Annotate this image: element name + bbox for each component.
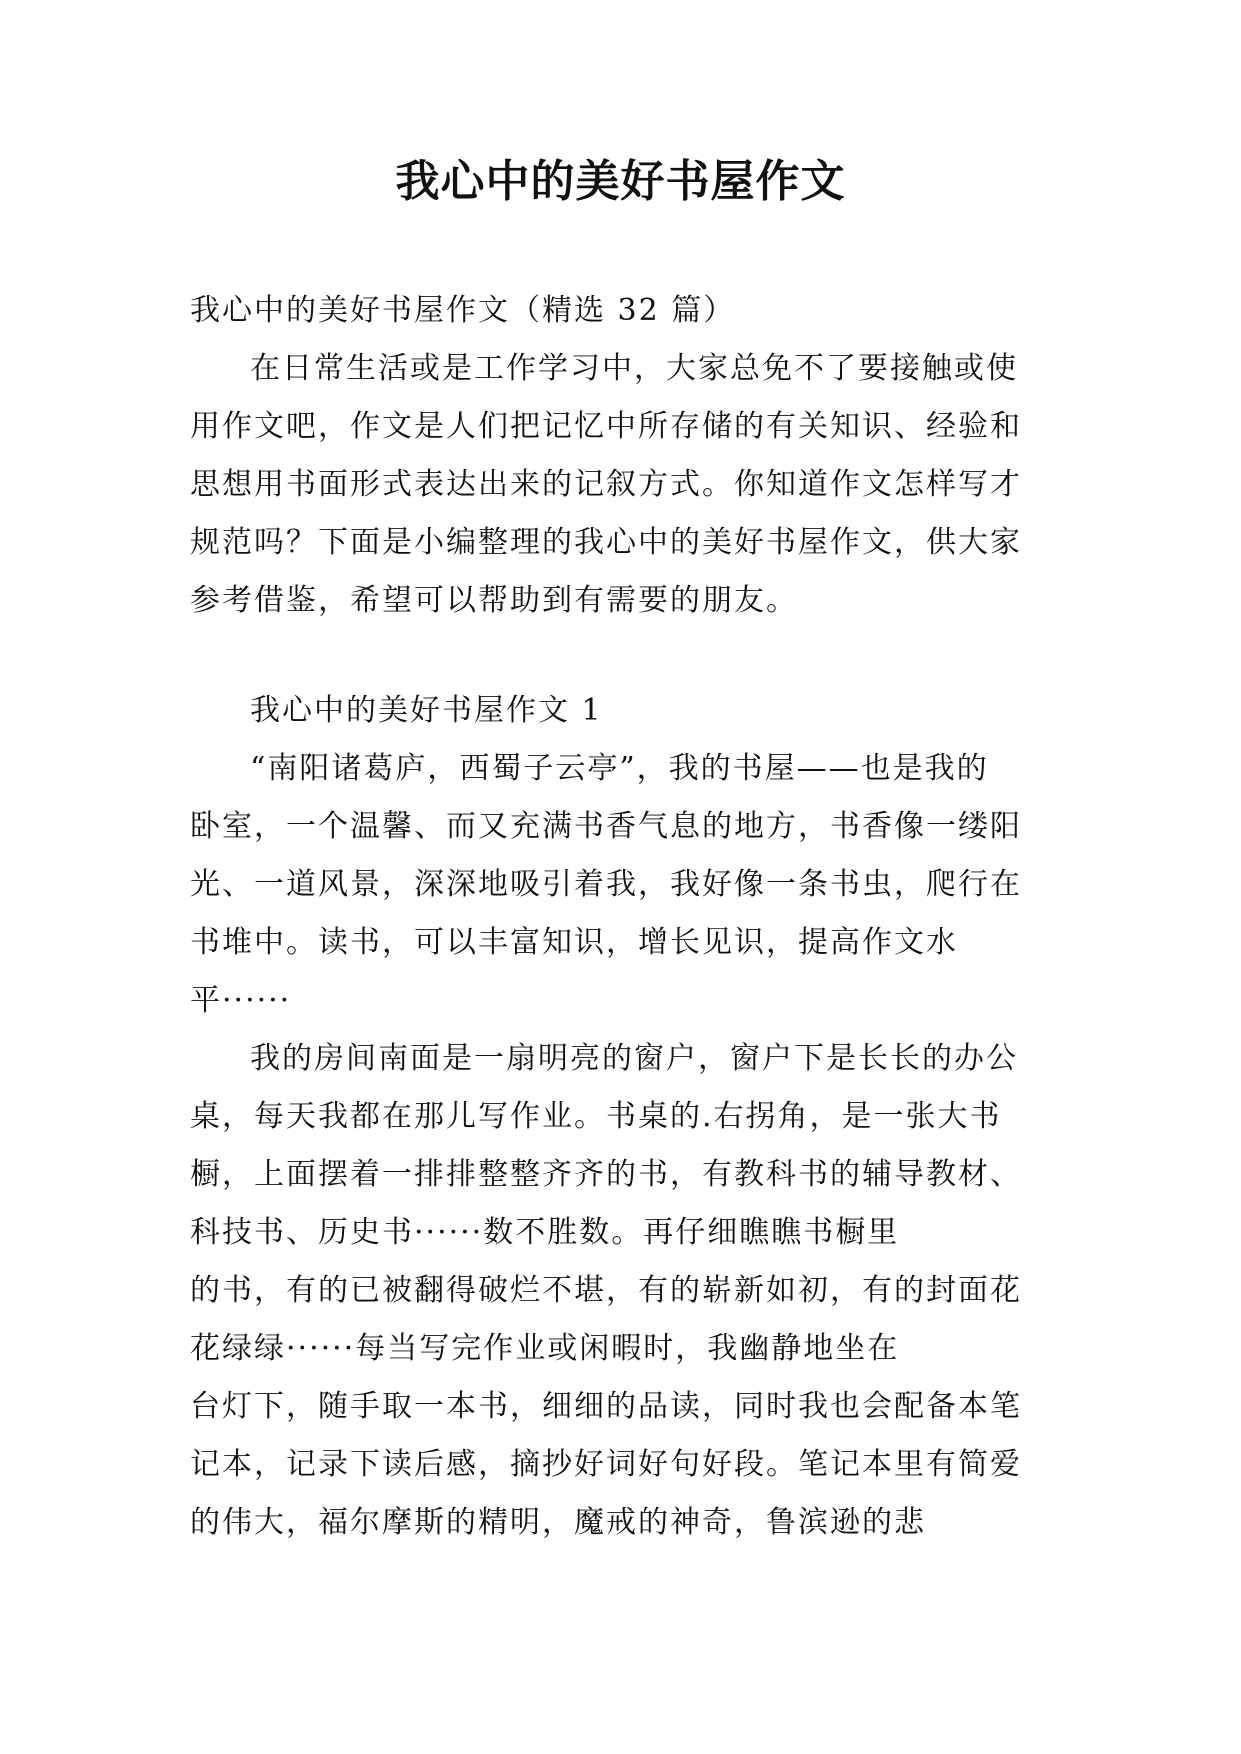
paragraph-line: 书堆中。读书，可以丰富知识，增长见识，提高作文水 bbox=[190, 925, 958, 960]
document-subtitle: 我心中的美好书屋作文（精选 32 篇） bbox=[190, 293, 736, 328]
paragraph-line: 的书，有的已被翻得破烂不堪，有的崭新如初，有的封面花 bbox=[190, 1273, 1022, 1308]
essay-heading: 我心中的美好书屋作文 1 bbox=[250, 693, 603, 728]
paragraph-line: 的伟大，福尔摩斯的精明，魔戒的神奇，鲁滨逊的悲 bbox=[190, 1505, 926, 1540]
paragraph-line: 光、一道风景，深深地吸引着我，我好像一条书虫，爬行在 bbox=[190, 867, 1022, 902]
paragraph-line: 台灯下，随手取一本书，细细的品读，同时我也会配备本笔 bbox=[190, 1389, 1022, 1424]
paragraph-line: 科技书、历史书······数不胜数。再仔细瞧瞧书橱里 bbox=[190, 1215, 900, 1250]
paragraph-line: 平······ bbox=[190, 983, 292, 1018]
paragraph-line: 卧室，一个温馨、而又充满书香气息的地方，书香像一缕阳 bbox=[190, 809, 1022, 844]
section-spacer bbox=[190, 630, 1050, 682]
paragraph-line: 我的房间南面是一扇明亮的窗户，窗户下是长长的办公 bbox=[250, 1041, 1018, 1076]
paragraph-line: 桌，每天我都在那儿写作业。书桌的.右拐角，是一张大书 bbox=[190, 1099, 1002, 1134]
document-title: 我心中的美好书屋作文 bbox=[395, 156, 846, 207]
paragraph-line: 橱，上面摆着一排排整整齐齐的书，有教科书的辅导教材、 bbox=[190, 1157, 1022, 1192]
intro-line: 用作文吧，作文是人们把记忆中所存储的有关知识、经验和 bbox=[190, 409, 1022, 444]
intro-line: 在日常生活或是工作学习中，大家总免不了要接触或使 bbox=[250, 351, 1018, 386]
document-body bbox=[190, 282, 1050, 1552]
paragraph-line: 花绿绿······每当写完作业或闲暇时，我幽静地坐在 bbox=[190, 1331, 900, 1366]
intro-line: 规范吗？下面是小编整理的我心中的美好书屋作文，供大家 bbox=[190, 525, 1022, 560]
intro-line: 参考借鉴，希望可以帮助到有需要的朋友。 bbox=[190, 583, 798, 618]
paragraph-line: 记本，记录下读后感，摘抄好词好句好段。笔记本里有简爱 bbox=[190, 1447, 1022, 1482]
intro-line: 思想用书面形式表达出来的记叙方式。你知道作文怎样写才 bbox=[190, 467, 1022, 502]
paragraph-line: “南阳诸葛庐，西蜀子云亭”，我的书屋——也是我的 bbox=[250, 751, 989, 786]
